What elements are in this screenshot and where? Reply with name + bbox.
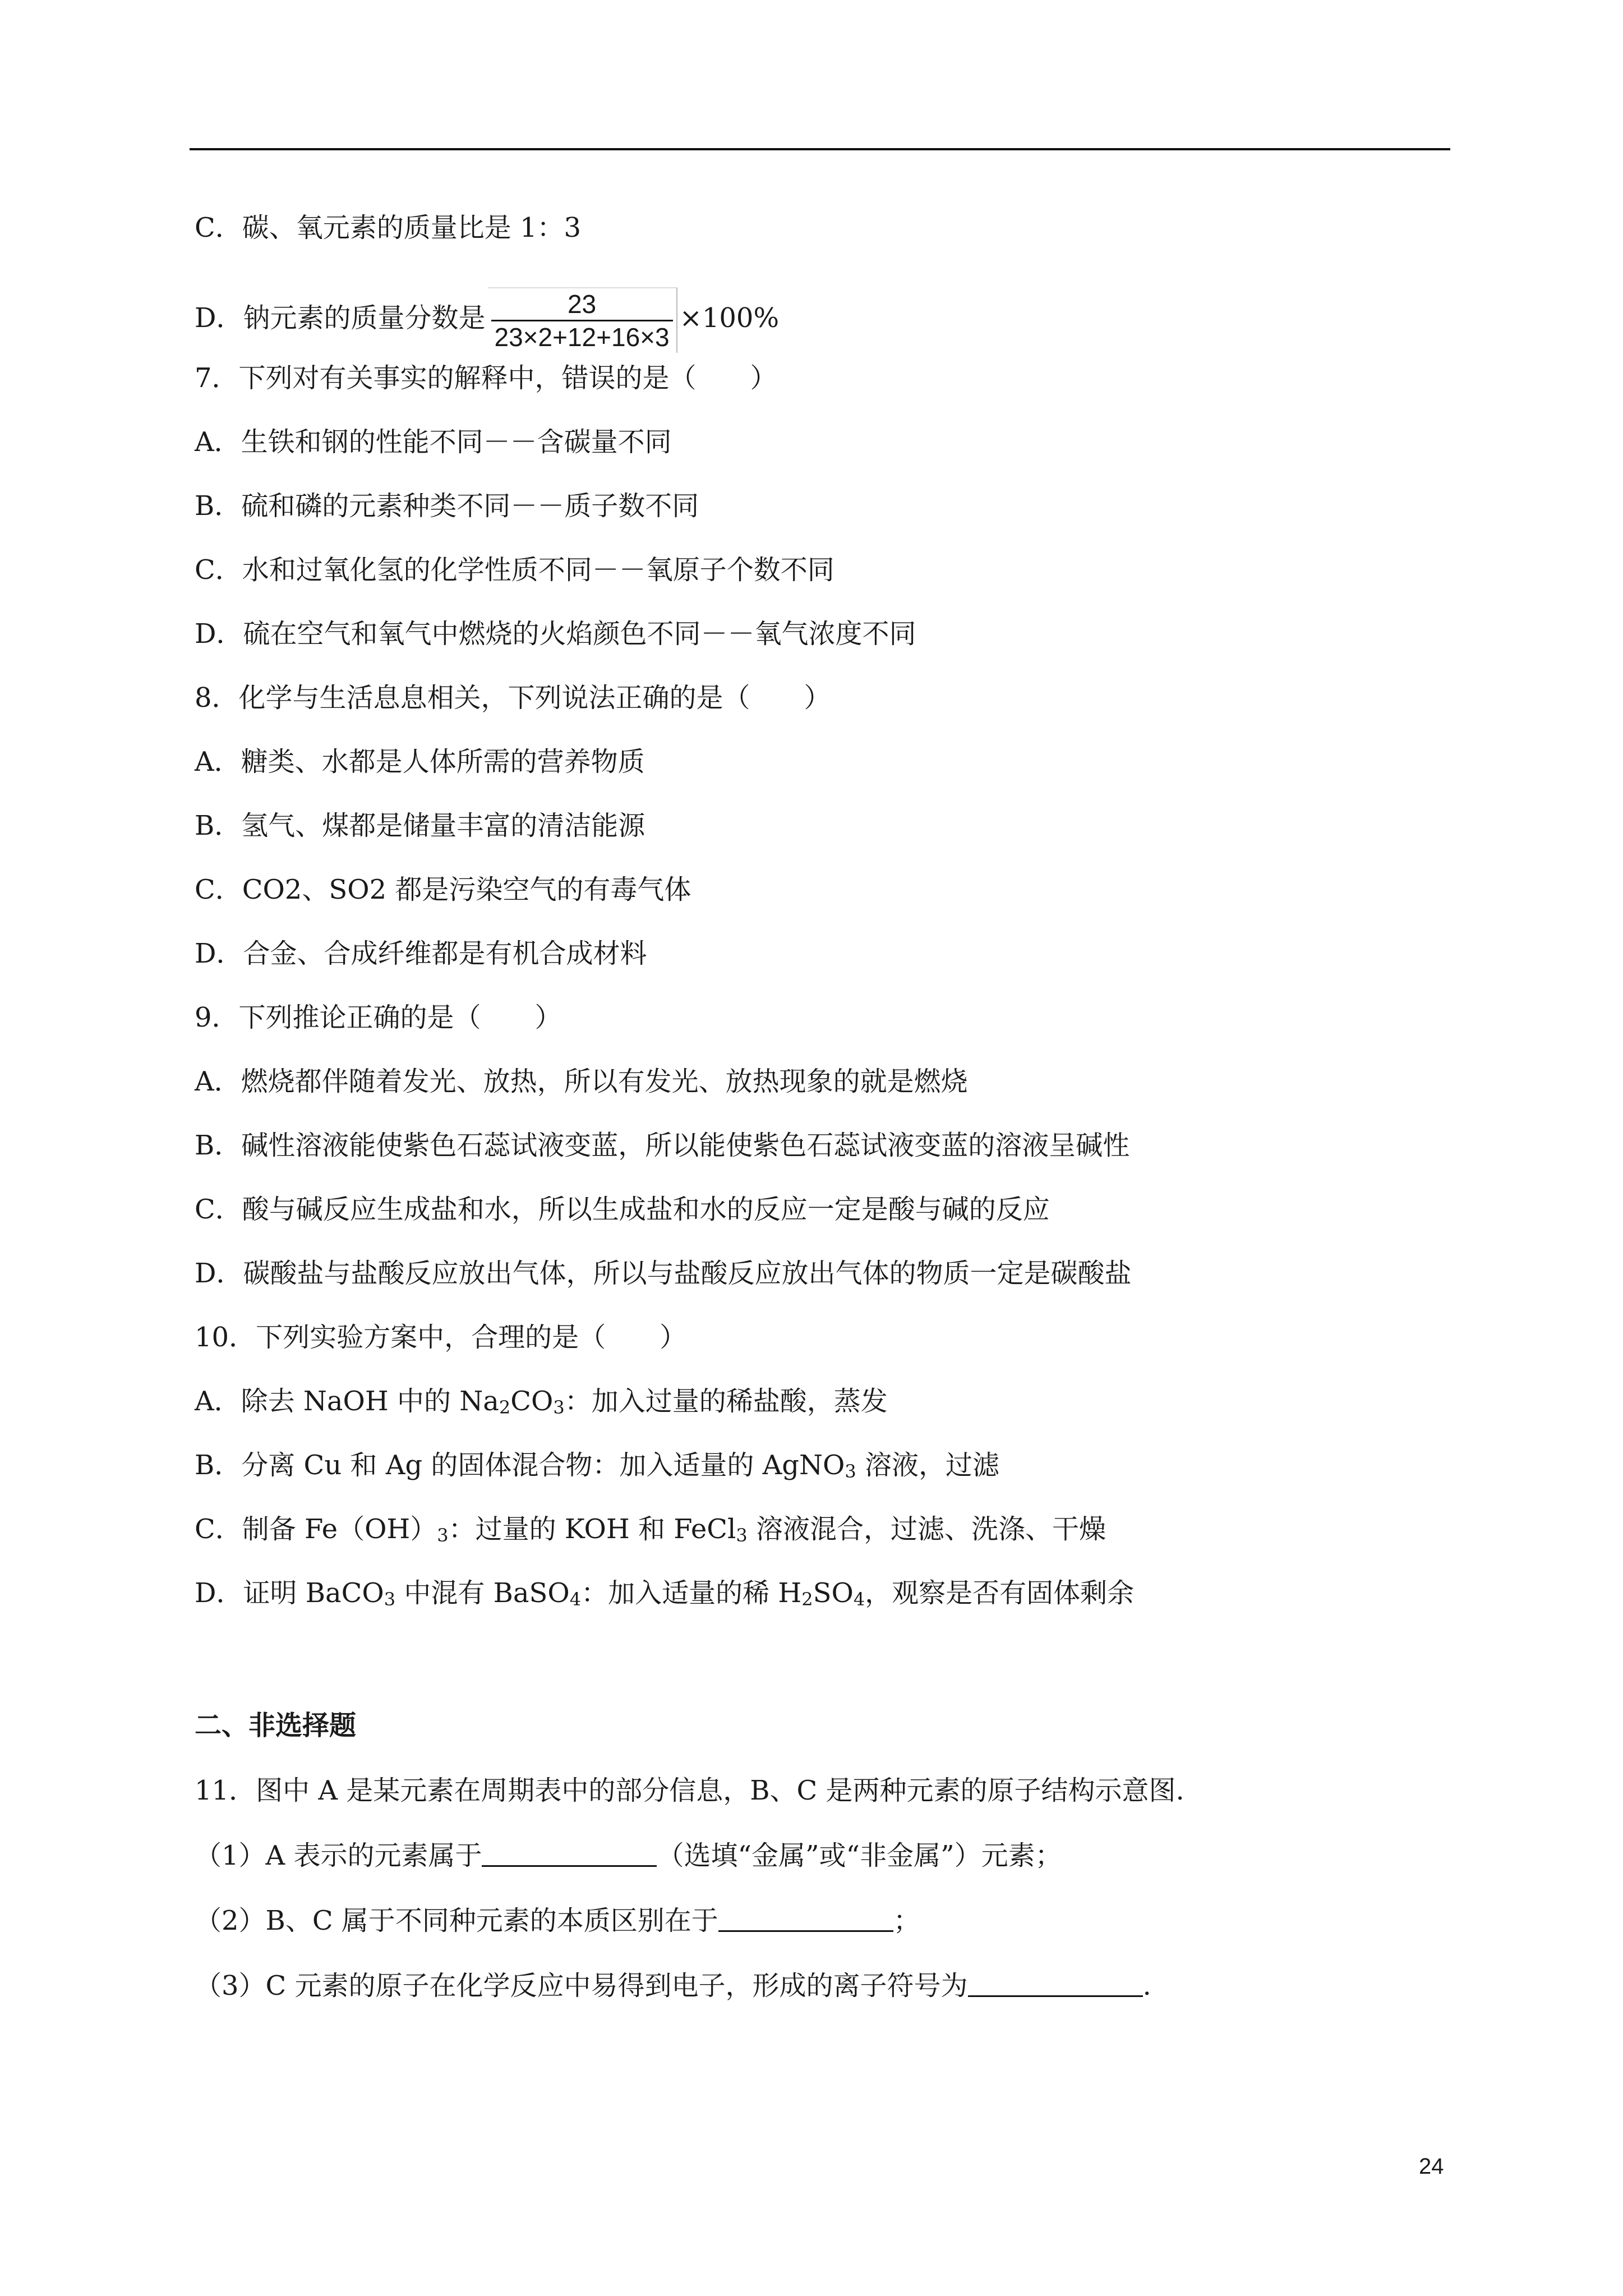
- q11-p3-text: （3）C 元素的原子在化学反应中易得到电子，形成的离子符号为: [195, 1970, 968, 2001]
- q11-p1-text: （选填“金属”或“非金属”）元素；: [657, 1840, 1062, 1871]
- mass-fraction-formula: [488, 287, 677, 353]
- q11-p3-text: .: [1142, 1970, 1151, 2001]
- q9-stem: 9．下列推论正确的是（ ）: [195, 1002, 562, 1033]
- subscript: 4: [853, 1589, 865, 1610]
- q8-option-d: D．合金、合成纤维都是有机合成材料: [195, 938, 647, 969]
- q7-option-a: A．生铁和钢的性能不同－－含碳量不同: [195, 426, 672, 458]
- q8-option-a: A．糖类、水都是人体所需的营养物质: [195, 746, 645, 777]
- q7-stem: 7．下列对有关事实的解释中，错误的是（ ）: [195, 362, 777, 394]
- q8-option-c: C．CO2、SO2 都是污染空气的有毒气体: [195, 874, 691, 905]
- q6-d-prefix: D．钠元素的质量分数是: [195, 302, 486, 334]
- q10-a-text: CO: [510, 1386, 554, 1417]
- q9-option-c: C．酸与碱反应生成盐和水，所以生成盐和水的反应一定是酸与碱的反应: [195, 1194, 1050, 1225]
- q8-stem: 8．化学与生活息息相关，下列说法正确的是（ ）: [195, 682, 831, 714]
- q9-option-d: D．碳酸盐与盐酸反应放出气体，所以与盐酸反应放出气体的物质一定是碳酸盐: [195, 1258, 1132, 1289]
- subscript: 4: [569, 1589, 582, 1610]
- q10-stem: 10．下列实验方案中，合理的是（ ）: [195, 1322, 687, 1353]
- q11-part-2: [195, 1904, 920, 1938]
- q10-c-text: ：过量的 KOH 和 FeCl: [448, 1513, 736, 1545]
- q7-option-b: B．硫和磷的元素种类不同－－质子数不同: [195, 490, 699, 522]
- q6-option-c: C．碳、氧元素的质量比是 1：3: [195, 212, 582, 243]
- subscript: 2: [499, 1397, 511, 1418]
- subscript: 3: [845, 1461, 856, 1482]
- q10-c-text: C．制备 Fe（OH）: [195, 1513, 437, 1545]
- q10-a-text: A．除去 NaOH 中的 Na: [195, 1386, 499, 1417]
- header-rule: [190, 148, 1450, 150]
- page-number: 24: [1419, 2154, 1444, 2179]
- q11-p2-text: （2）B、C 属于不同种元素的本质区别在于: [195, 1905, 718, 1936]
- q11-part-1: [195, 1839, 1062, 1872]
- subscript: 3: [736, 1525, 748, 1546]
- subscript: 3: [553, 1397, 565, 1418]
- subscript: 3: [384, 1589, 396, 1610]
- q10-c-text: 溶液混合，过滤、洗涤、干燥: [747, 1513, 1106, 1545]
- section-heading: 二、非选择题: [195, 1710, 357, 1741]
- q10-a-text: ：加入过量的稀盐酸，蒸发: [564, 1386, 888, 1417]
- answer-blank-1[interactable]: [482, 1839, 657, 1867]
- q10-d-text: D．证明 BaCO: [195, 1577, 384, 1609]
- q10-b-text: B．分离 Cu 和 Ag 的固体混合物：加入适量的 AgNO: [195, 1450, 845, 1481]
- q11-p2-text: ；: [893, 1905, 920, 1936]
- q10-d-text: 中混有 BaSO: [395, 1577, 570, 1609]
- fraction-denominator: 23×2+12+16×3: [491, 320, 673, 353]
- subscript: 3: [437, 1525, 449, 1546]
- q8-option-b: B．氢气、煤都是储量丰富的清洁能源: [195, 810, 645, 841]
- q10-option-c: [195, 1512, 1106, 1546]
- subscript: 2: [801, 1589, 813, 1610]
- q9-option-a: A．燃烧都伴随着发光、放热，所以有发光、放热现象的就是燃烧: [195, 1066, 968, 1097]
- q11-stem: 11．图中 A 是某元素在周期表中的部分信息，B、C 是两种元素的原子结构示意图.: [195, 1775, 1184, 1806]
- q10-option-b: [195, 1448, 999, 1482]
- q6-option-d: [195, 287, 779, 353]
- q11-part-3: [195, 1969, 1151, 2003]
- q6-d-suffix: ×100%: [679, 302, 780, 334]
- q7-option-c: C．水和过氧化氢的化学性质不同－－氧原子个数不同: [195, 554, 834, 586]
- answer-blank-3[interactable]: [968, 1970, 1143, 1997]
- q10-option-a: [195, 1384, 888, 1418]
- q9-option-b: B．碱性溶液能使紫色石蕊试液变蓝，所以能使紫色石蕊试液变蓝的溶液呈碱性: [195, 1130, 1130, 1161]
- q10-d-text: SO: [813, 1577, 854, 1609]
- q10-d-text: ，观察是否有固体剩余: [865, 1577, 1135, 1609]
- q10-option-d: [195, 1576, 1134, 1610]
- q10-d-text: ：加入适量的稀 H: [581, 1577, 802, 1609]
- q10-b-text: 溶液，过滤: [856, 1450, 999, 1481]
- q7-option-d: D．硫在空气和氧气中燃烧的火焰颜色不同－－氧气浓度不同: [195, 618, 916, 650]
- q11-p1-text: （1）A 表示的元素属于: [195, 1840, 482, 1871]
- fraction-numerator: 23: [567, 289, 597, 319]
- answer-blank-2[interactable]: [718, 1904, 893, 1932]
